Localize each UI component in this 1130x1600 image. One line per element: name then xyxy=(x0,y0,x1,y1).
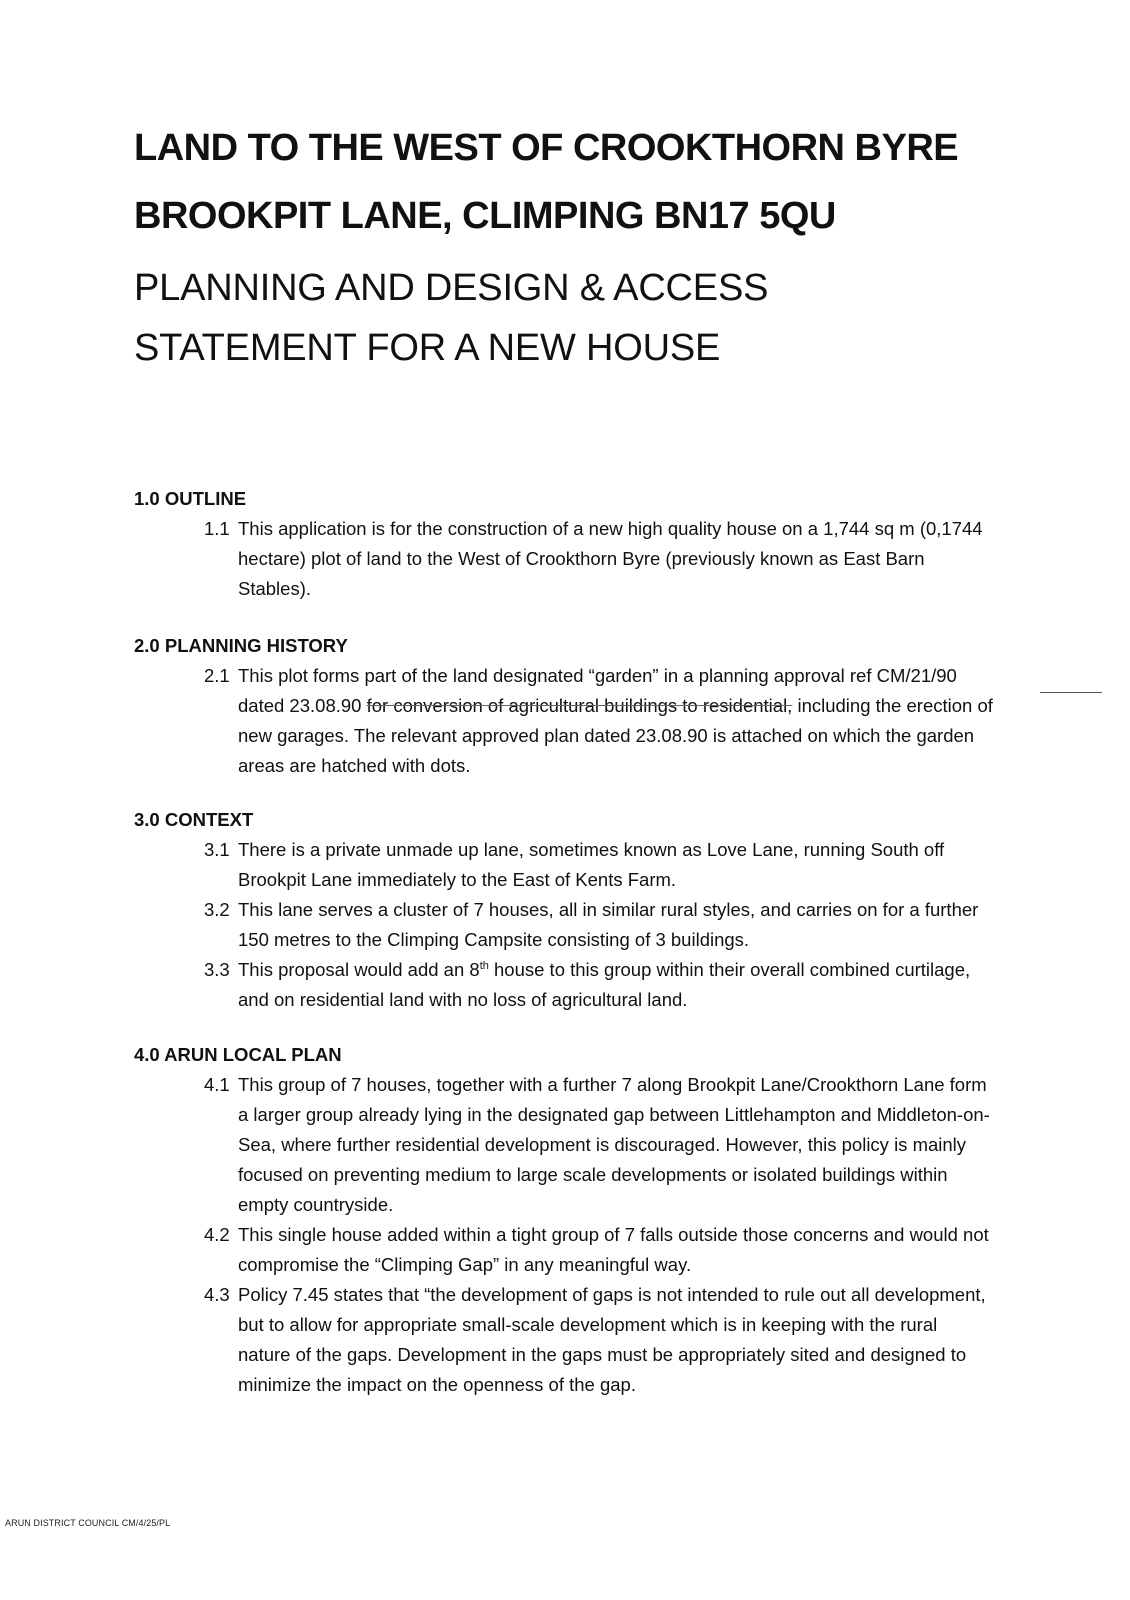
section-heading: 1.0 OUTLINE xyxy=(134,488,247,509)
section-planning-history xyxy=(134,631,994,781)
item-text-part: including the erection of new garages. The relevant approved plan dated 23.08.90 is attached on which the garden areas are hatched with dots. xyxy=(238,695,993,776)
list-item xyxy=(204,661,994,781)
item-text: This lane serves a cluster of 7 houses, all in similar rural styles, and carries on for a further 150 metres to the Climping Campsite consisting of 3 buildings. xyxy=(238,899,979,950)
list-item xyxy=(204,1070,994,1220)
title-line-3: PLANNING AND DESIGN & ACCESS xyxy=(134,267,769,309)
item-number: 3.1 xyxy=(204,839,230,860)
item-text-part: This plot forms part of the land designated “garden” in a planning approval ref CM/21/90 dated 23.08.90 xyxy=(238,665,957,716)
item-text-part: This proposal would add an 8 xyxy=(238,959,480,980)
item-text: This single house added within a tight group of 7 falls outside those concerns and would not compromise the “Climping Gap” in any meaningful way. xyxy=(238,1224,989,1275)
item-number: 3.2 xyxy=(204,899,230,920)
scan-artifact-line xyxy=(1040,692,1102,693)
spacer xyxy=(134,604,994,631)
item-number: 4.1 xyxy=(204,1074,230,1095)
section-local-plan xyxy=(134,1040,994,1400)
item-number: 3.3 xyxy=(204,959,230,980)
item-number: 1.1 xyxy=(204,518,230,539)
list-item xyxy=(204,1220,994,1280)
section-heading: 4.0 ARUN LOCAL PLAN xyxy=(134,1044,342,1065)
title-line-1: LAND TO THE WEST OF CROOKTHORN BYRE xyxy=(134,127,959,169)
list-item xyxy=(204,955,994,1015)
struck-text: for conversion of agricultural buildings to residential, xyxy=(366,695,793,716)
section-heading: 3.0 CONTEXT xyxy=(134,809,254,830)
section-context xyxy=(134,805,994,1015)
list-item xyxy=(204,835,994,895)
spacer xyxy=(134,781,994,805)
item-text-part: house to this group within their overall combined curtilage, and on residential land with no loss of agricultural land. xyxy=(238,959,971,1010)
section-outline xyxy=(134,484,994,604)
title-line-2: BROOKPIT LANE, CLIMPING BN17 5QU xyxy=(134,195,836,237)
item-text: There is a private unmade up lane, sometimes known as Love Lane, running South off Brookpit Lane immediately to the East of Kents Farm. xyxy=(238,839,945,890)
item-text: Policy 7.45 states that “the development of gaps is not intended to rule out all development, but to allow for appropriate small-scale development which is in keeping with the rural nature of the gaps. Development in the gaps must be appropriately sited and designed to minimize the impact on the openness of the gap. xyxy=(238,1284,986,1395)
list-item xyxy=(204,1280,994,1400)
list-item xyxy=(204,895,994,955)
item-text xyxy=(238,955,994,1015)
list-item xyxy=(204,514,994,604)
item-text xyxy=(238,661,994,781)
ordinal-suffix: th xyxy=(479,959,489,972)
item-text: This application is for the construction of a new high quality house on a 1,744 sq m (0,1744 hectare) plot of land to the West of Crookthorn Byre (previously known as East Barn Stables). xyxy=(238,518,983,599)
document-body xyxy=(134,484,994,1400)
item-number: 4.3 xyxy=(204,1284,230,1305)
item-number: 4.2 xyxy=(204,1224,230,1245)
item-number: 2.1 xyxy=(204,665,230,686)
spacer xyxy=(134,1015,994,1040)
document-title xyxy=(134,126,1034,378)
title-line-4: STATEMENT FOR A NEW HOUSE xyxy=(134,327,721,369)
item-text: This group of 7 houses, together with a further 7 along Brookpit Lane/Crookthorn Lane form a larger group already lying in the designated gap between Littlehampton and Middleton-on-Sea, where further residential development is discouraged. However, this policy is mainly focused on preventing medium to large scale developments or isolated buildings within empty countryside. xyxy=(238,1074,990,1215)
section-heading: 2.0 PLANNING HISTORY xyxy=(134,635,348,656)
council-stamp: ARUN DISTRICT COUNCIL CM/4/25/PL xyxy=(5,1518,171,1528)
